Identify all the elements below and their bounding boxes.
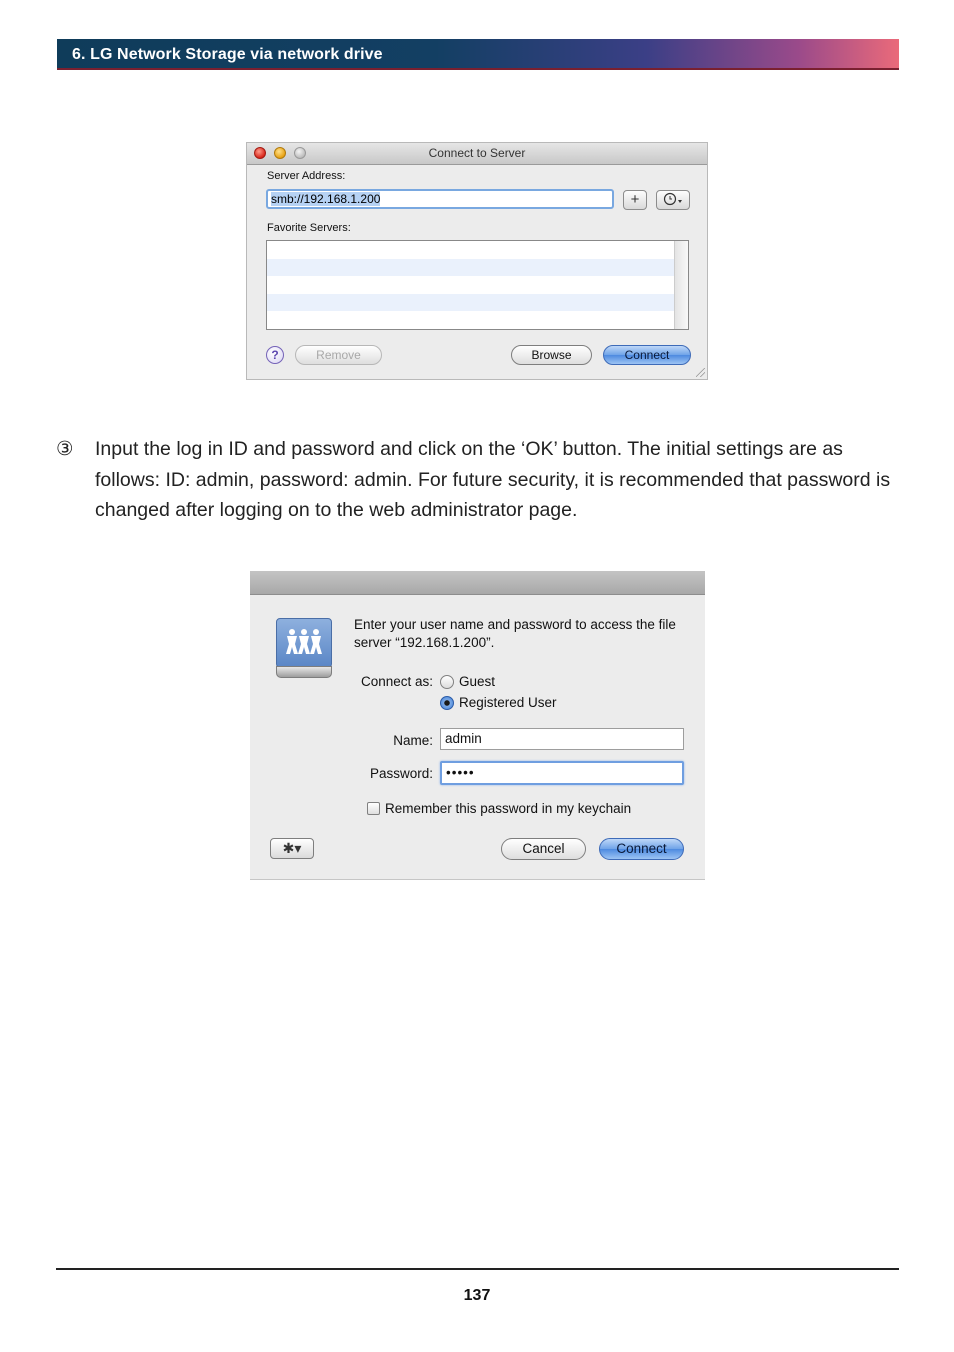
list-item[interactable]: [267, 276, 688, 294]
help-button[interactable]: ?: [266, 346, 284, 364]
page-number: 137: [463, 1287, 491, 1304]
section-header-bar: [57, 39, 899, 70]
guest-option-label[interactable]: Guest: [459, 674, 496, 689]
password-label: Password:: [369, 766, 433, 781]
dialog-titlebar: [250, 571, 705, 595]
cancel-button[interactable]: Cancel: [501, 838, 586, 860]
gear-icon[interactable]: ✱▾: [270, 838, 314, 859]
browse-button[interactable]: Browse: [511, 345, 592, 365]
remember-password-label[interactable]: Remember this password in my keychain: [385, 801, 632, 816]
network-drive-icon: [276, 618, 332, 680]
instruction-text: Input the log in ID and password and click on the ‘OK’ button. The initial settings are as follows: ID: admin, password: admin. For future security, it is recommended that password is changed after logging on to the web administrator page.: [95, 438, 891, 521]
password-field[interactable]: •••••: [440, 761, 684, 785]
name-label: Name:: [393, 733, 433, 748]
name-field[interactable]: admin: [440, 728, 684, 750]
step-number: ③: [56, 438, 74, 460]
server-address-value: smb://192.168.1.200: [271, 192, 381, 206]
list-item[interactable]: [267, 259, 688, 277]
section-title: 6. LG Network Storage via network drive: [72, 46, 383, 63]
clock-icon: [661, 191, 685, 207]
server-address-input[interactable]: [266, 189, 614, 209]
login-message: Enter your user name and password to access the file server “192.168.1.200”.: [354, 617, 676, 650]
guest-radio[interactable]: [440, 675, 454, 689]
list-item[interactable]: [267, 241, 688, 259]
add-favorite-button[interactable]: +: [623, 190, 647, 210]
favorite-servers-list[interactable]: [266, 240, 689, 330]
favorite-servers-label: Favorite Servers:: [267, 222, 351, 234]
login-dialog: [250, 571, 705, 880]
resize-grip[interactable]: [696, 368, 705, 377]
dialog-titlebar: [247, 143, 707, 165]
registered-user-radio[interactable]: [440, 696, 454, 710]
connect-as-label: Connect as:: [360, 674, 433, 689]
server-address-label: Server Address:: [267, 170, 346, 182]
recent-servers-button[interactable]: [656, 190, 690, 210]
dialog-title: Connect to Server: [428, 146, 526, 160]
connect-button[interactable]: Connect: [599, 838, 684, 860]
footer-divider: [56, 1268, 899, 1270]
list-scrollbar[interactable]: [674, 241, 688, 329]
connect-button[interactable]: Connect: [603, 345, 691, 365]
list-item[interactable]: [267, 294, 688, 312]
registered-user-option-label[interactable]: Registered User: [459, 695, 557, 710]
connect-to-server-dialog: [246, 142, 708, 380]
list-item[interactable]: [267, 311, 688, 329]
remember-password-checkbox[interactable]: [367, 802, 380, 815]
remove-button[interactable]: Remove: [295, 345, 382, 365]
